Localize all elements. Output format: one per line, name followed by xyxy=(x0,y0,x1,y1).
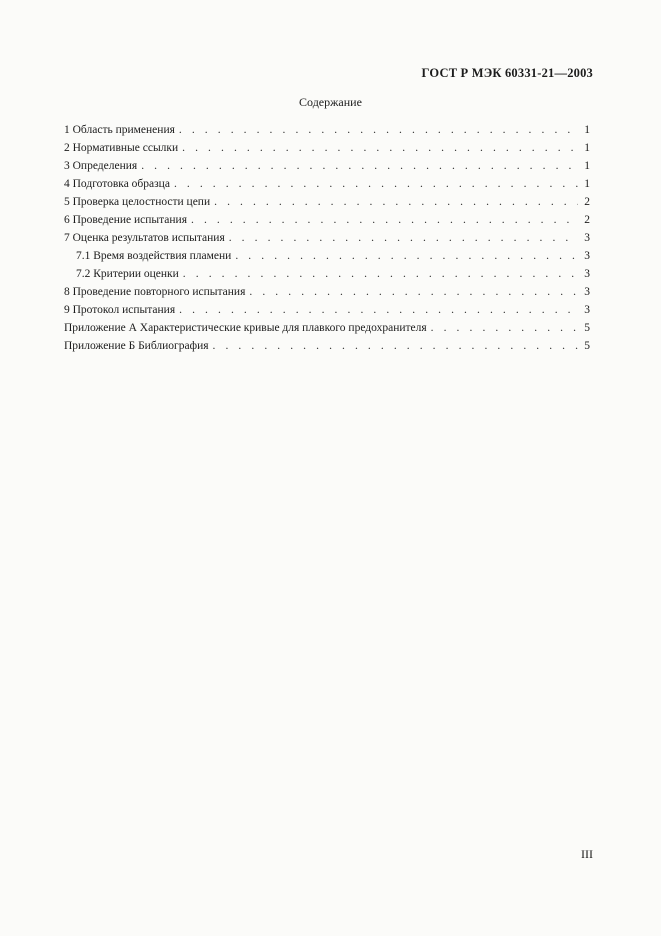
toc-entry-3[interactable] xyxy=(64,157,590,175)
toc-entry-label: 4 Подготовка образца xyxy=(64,178,170,190)
toc-entry-6[interactable] xyxy=(64,211,590,229)
toc-entry-page: 2 xyxy=(584,214,590,226)
toc-entry-label: 7.1 Время воздействия пламени xyxy=(76,250,232,262)
toc-entry-7-1[interactable] xyxy=(64,247,590,265)
toc-entry-2[interactable] xyxy=(64,139,590,157)
toc-entry-label: 2 Нормативные ссылки xyxy=(64,142,179,154)
dot-leader xyxy=(183,265,578,283)
dot-leader xyxy=(179,301,578,319)
dot-leader xyxy=(431,319,578,337)
dot-leader xyxy=(213,337,578,355)
toc-entry-7-2[interactable] xyxy=(64,265,590,283)
dot-leader xyxy=(214,193,578,211)
toc-entry-1[interactable] xyxy=(64,121,590,139)
dot-leader xyxy=(182,139,578,157)
toc-entry-appendix-a[interactable] xyxy=(64,319,590,337)
toc-entry-label: 3 Определения xyxy=(64,160,138,172)
toc-entry-label: 6 Проведение испытания xyxy=(64,214,187,226)
toc-entry-page: 5 xyxy=(584,340,590,352)
toc-entry-label: 7 Оценка результатов испытания xyxy=(64,232,225,244)
dot-leader xyxy=(191,211,578,229)
toc-title: Содержание xyxy=(299,95,362,109)
toc-entry-page: 3 xyxy=(584,286,590,298)
table-of-contents xyxy=(64,121,590,355)
toc-entry-5[interactable] xyxy=(64,193,590,211)
dot-leader xyxy=(179,121,578,139)
toc-entry-label: 5 Проверка целостности цепи xyxy=(64,196,211,208)
toc-entry-label: 8 Проведение повторного испытания xyxy=(64,286,246,298)
dot-leader xyxy=(174,175,578,193)
toc-entry-page: 1 xyxy=(584,124,590,136)
dot-leader xyxy=(249,283,578,301)
toc-entry-page: 1 xyxy=(584,178,590,190)
document-header-id: ГОСТ Р МЭК 60331-21—2003 xyxy=(421,66,593,80)
toc-entry-page: 3 xyxy=(584,250,590,262)
toc-entry-label: 9 Протокол испытания xyxy=(64,304,176,316)
toc-entry-page: 3 xyxy=(584,232,590,244)
toc-entry-page: 1 xyxy=(584,160,590,172)
toc-entry-page: 3 xyxy=(584,268,590,280)
toc-entry-4[interactable] xyxy=(64,175,590,193)
toc-entry-label: Приложение А Характеристические кривые для плавкого предохранителя xyxy=(64,322,427,334)
dot-leader xyxy=(235,247,578,265)
toc-entry-page: 1 xyxy=(584,142,590,154)
dot-leader xyxy=(229,229,578,247)
toc-entry-8[interactable] xyxy=(64,283,590,301)
toc-entry-page: 2 xyxy=(584,196,590,208)
toc-entry-page: 5 xyxy=(584,322,590,334)
toc-entry-9[interactable] xyxy=(64,301,590,319)
page-number: III xyxy=(581,847,593,861)
dot-leader xyxy=(141,157,578,175)
toc-entry-page: 3 xyxy=(584,304,590,316)
toc-entry-label: 7.2 Критерии оценки xyxy=(76,268,179,280)
toc-entry-7[interactable] xyxy=(64,229,590,247)
toc-entry-appendix-b[interactable] xyxy=(64,337,590,355)
toc-entry-label: Приложение Б Библиография xyxy=(64,340,209,352)
toc-entry-label: 1 Область применения xyxy=(64,124,175,136)
